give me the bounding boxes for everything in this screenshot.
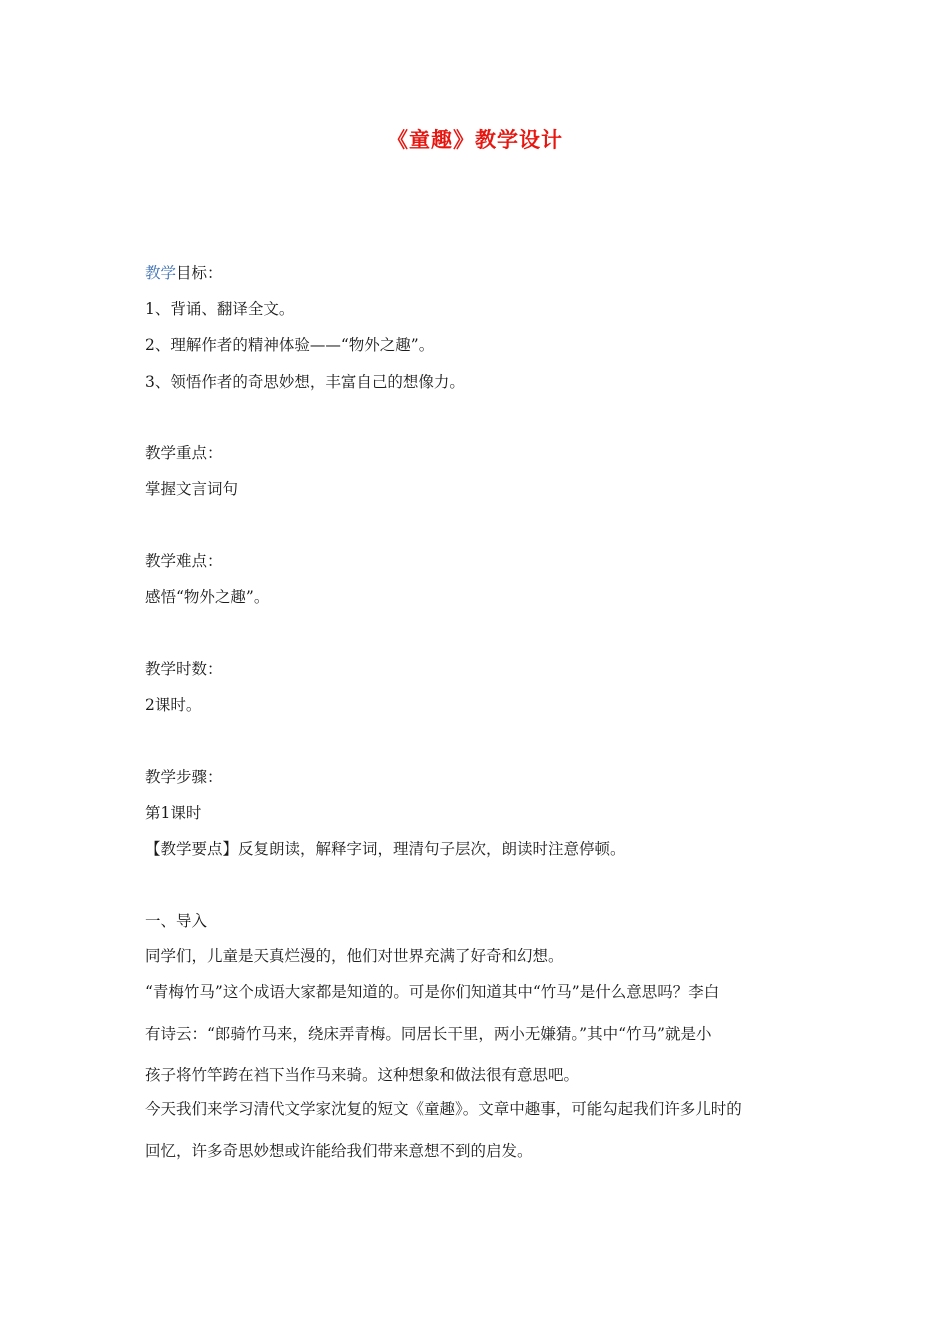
intro-line-6: 回忆，许多奇思妙想或许能给我们带来意想不到的启发。 [145, 1142, 533, 1160]
key-points-heading: 教学重点： [145, 444, 223, 462]
lesson-label: 第1课时 [145, 804, 202, 822]
document-title: 《童趣》教学设计 [387, 128, 563, 152]
difficulties-heading: 教学难点： [145, 552, 223, 570]
difficulties-text: 感悟“物外之趣”。 [145, 588, 270, 606]
hours-heading: 教学时数： [145, 660, 223, 678]
intro-line-3: 有诗云：“郎骑竹马来，绕床弄青梅。同居长干里，两小无嫌猜。”其中“竹马”就是小 [145, 1025, 712, 1043]
lesson-key-note: 【教学要点】反复朗读，解释字词，理清句子层次，朗读时注意停顿。 [145, 840, 626, 858]
intro-line-2: “青梅竹马”这个成语大家都是知道的。可是你们知道其中“竹马”是什么意思吗？李白 [145, 983, 720, 1001]
objectives-heading-prefix: 教学 [145, 264, 177, 282]
intro-line-4: 孩子将竹竿跨在裆下当作马来骑。这种想象和做法很有意思吧。 [145, 1066, 580, 1084]
objective-item-3: 3、领悟作者的奇思妙想，丰富自己的想像力。 [145, 373, 465, 391]
objective-item-1: 1、背诵、翻译全文。 [145, 300, 295, 318]
intro-line-5: 今天我们来学习清代文学家沈复的短文《童趣》。文章中趣事，可能勾起我们许多儿时的 [145, 1100, 742, 1118]
steps-heading: 教学步骤： [145, 768, 223, 786]
intro-heading: 一、导入 [145, 912, 208, 930]
objectives-heading [145, 262, 815, 284]
intro-line-1: 同学们，儿童是天真烂漫的，他们对世界充满了好奇和幻想。 [145, 947, 564, 965]
hours-text: 2课时。 [145, 696, 202, 714]
objectives-heading-suffix: 目标： [176, 264, 223, 282]
key-points-text: 掌握文言词句 [145, 480, 239, 498]
objective-item-2: 2、理解作者的精神体验——“物外之趣”。 [145, 336, 435, 354]
